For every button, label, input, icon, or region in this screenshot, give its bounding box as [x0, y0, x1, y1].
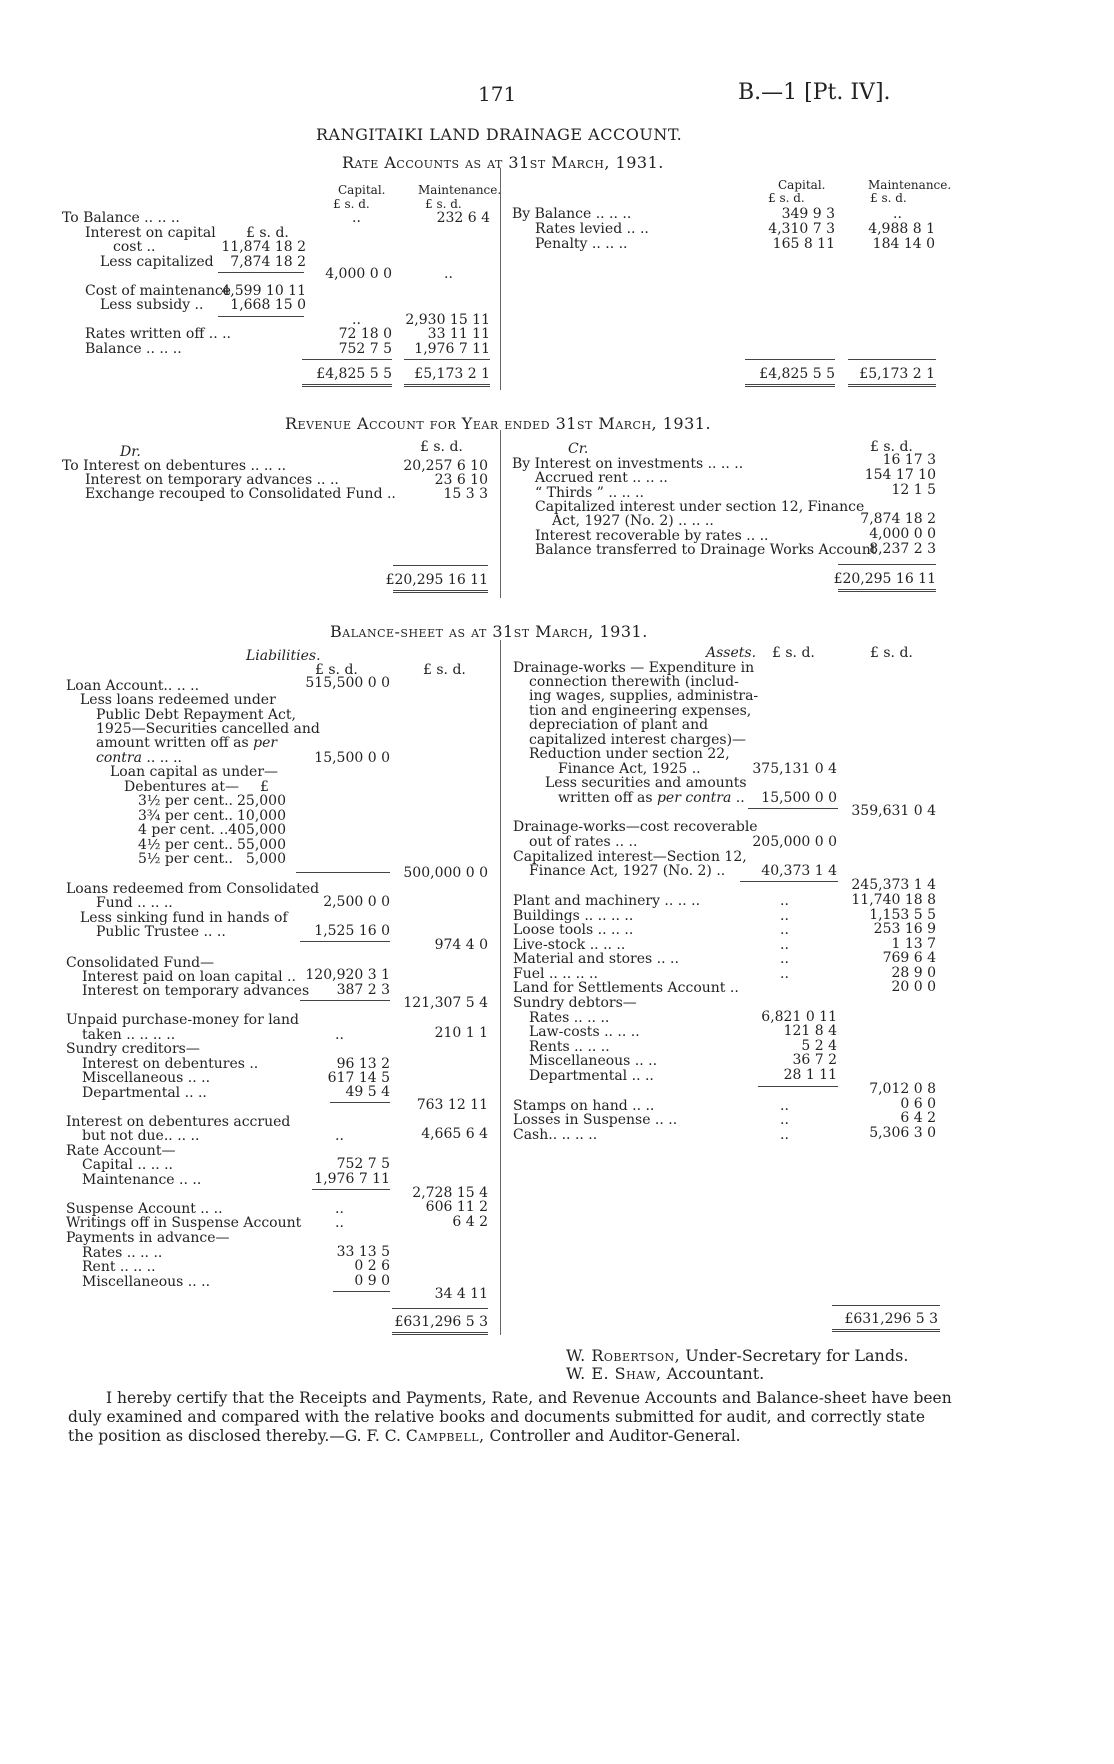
revenue-left-0: To Interest on debentures .. .. .. — [62, 458, 287, 474]
asset-sd-total: 7,012 0 8 — [869, 1081, 936, 1097]
rate-less-sub-amt: 1,668 15 0 — [230, 297, 306, 313]
liab-sc-total: 763 12 11 — [416, 1097, 488, 1113]
revenue-right-lsd: £ s. d. — [870, 439, 913, 455]
liab-adv-1-amt: 33 13 5 — [336, 1244, 390, 1260]
rate-written-m: 33 11 11 — [427, 326, 490, 342]
revenue-left-lsd: £ s. d. — [420, 439, 463, 455]
asset-sd: Sundry debtors— — [513, 995, 637, 1011]
liab-loan-total: 500,000 0 0 — [403, 865, 488, 881]
asset-ci-amt: 40,373 1 4 — [761, 863, 837, 879]
asset-item-2-dots: .. — [780, 922, 789, 938]
liab-less-4: amount written off as per — [96, 735, 278, 751]
deb-1: 3¾ per cent.. — [138, 808, 233, 824]
document-reference: B.—1 [Pt. IV]. — [738, 80, 891, 105]
asset-item-0: Plant and machinery .. .. .. — [513, 893, 701, 909]
asset-dw-10: written off as per contra .. — [558, 790, 745, 806]
asset-sd-3: Miscellaneous .. .. — [529, 1053, 658, 1069]
signature-1: W. Robertson, Under-Secretary for Lands. — [566, 1346, 909, 1365]
liab-adv-2: Rent .. .. .. — [82, 1259, 156, 1275]
asset-dw-amt: 375,131 0 4 — [752, 761, 837, 777]
rate-accounts-title: Rate Accounts as at 31st March, 1931. — [342, 153, 664, 172]
rate-cost: cost .. — [113, 239, 156, 255]
asset-item-4: Material and stores .. .. — [513, 951, 679, 967]
asset-sd-4: Departmental .. .. — [529, 1068, 654, 1084]
liab-rate: Rate Account— — [66, 1143, 176, 1159]
liab-loan-amt: 515,500 0 0 — [305, 675, 390, 691]
rate-less-cap: Less capitalized — [100, 254, 214, 270]
rate-less-sub: Less subsidy .. — [100, 297, 204, 313]
asset-item-1-amt: 1,153 5 5 — [869, 907, 936, 923]
liab-rate-2: Maintenance .. .. — [82, 1172, 202, 1188]
liab-woff: Writings off in Suspense Account — [66, 1215, 302, 1231]
rate-by-balance: By Balance .. .. .. — [512, 206, 632, 222]
asset-cash-amt: 5,306 3 0 — [869, 1125, 936, 1141]
asset-losses-dots: .. — [780, 1112, 789, 1128]
deb-0-amt: 25,000 — [237, 793, 286, 809]
revenue-left-2: Exchange recouped to Consolidated Fund .. — [85, 486, 396, 502]
liab-rate-2-amt: 1,976 7 11 — [314, 1171, 390, 1187]
deb-3-amt: 55,000 — [237, 837, 286, 853]
liabilities-heading: Liabilities. — [246, 648, 321, 664]
asset-dw-less: 15,500 0 0 — [761, 790, 837, 806]
revenue-right-1: Accrued rent .. .. .. — [535, 470, 668, 486]
asset-dr-amt: 205,000 0 0 — [752, 834, 837, 850]
liab-rate-1-amt: 752 7 5 — [336, 1156, 390, 1172]
asset-dw-8: Finance Act, 1925 .. — [558, 761, 701, 777]
rate-left-total-m: £5,173 2 1 — [414, 366, 490, 382]
revenue-right-1-amt: 154 17 10 — [864, 467, 936, 483]
liab-accr-amt: 4,665 6 4 — [421, 1126, 488, 1142]
asset-item-0-amt: 11,740 18 8 — [851, 892, 936, 908]
balance-sheet-title: Balance-sheet as at 31st March, 1931. — [330, 622, 648, 641]
assets-lsd-1: £ s. d. — [772, 645, 815, 661]
rate-right-lsd-m: £ s. d. — [870, 191, 907, 205]
liab-cf: Consolidated Fund— — [66, 955, 215, 971]
asset-item-5-amt: 28 9 0 — [891, 965, 936, 981]
deb-2: 4 per cent. .. — [138, 822, 229, 838]
liab-less-2: Public Debt Repayment Act, — [96, 707, 296, 723]
deb-1-amt: 10,000 — [237, 808, 286, 824]
rate-to-balance-c: .. — [352, 210, 361, 226]
deb-4-amt: 5,000 — [245, 851, 286, 867]
asset-dw-3: ing wages, supplies, administra- — [529, 688, 759, 704]
asset-sd-1: Law-costs .. .. .. — [529, 1024, 640, 1040]
asset-sd-0-amt: 6,821 0 11 — [761, 1009, 837, 1025]
liab-deb: Debentures at— — [124, 779, 240, 795]
rate-penalty-m: 184 14 0 — [872, 236, 935, 252]
asset-dr-2: out of rates .. .. — [529, 834, 638, 850]
rate-right-capital-header: Capital. — [778, 178, 826, 192]
liab-adv-3: Miscellaneous .. .. — [82, 1274, 211, 1290]
rate-written: Rates written off .. .. — [85, 326, 231, 342]
asset-item-6-amt: 20 0 0 — [891, 979, 936, 995]
asset-item-6: Land for Settlements Account .. — [513, 980, 739, 996]
deb-2-amt: 405,000 — [228, 822, 286, 838]
liab-redeemed-amt: 2,500 0 0 — [323, 894, 390, 910]
liab-sc-3: Departmental .. .. — [82, 1085, 207, 1101]
liab-less-3: 1925—Securities cancelled and — [96, 721, 320, 737]
asset-sd-4-amt: 28 1 11 — [783, 1067, 837, 1083]
balance-sheet-divider — [500, 640, 501, 1335]
rate-levied: Rates levied .. .. — [535, 221, 649, 237]
liab-woff-dots: .. — [335, 1215, 344, 1231]
revenue-right-5-amt: 4,000 0 0 — [869, 526, 936, 542]
liab-sc-1-amt: 96 13 2 — [336, 1056, 390, 1072]
asset-item-2: Loose tools .. .. .. — [513, 922, 634, 938]
revenue-divider — [500, 430, 501, 598]
deb-4: 5½ per cent.. — [138, 851, 233, 867]
liab-total: £631,296 5 3 — [394, 1314, 488, 1330]
asset-dw-2: connection therewith (includ- — [529, 674, 739, 690]
rate-right-total-m: £5,173 2 1 — [859, 366, 935, 382]
liab-accr-dots: .. — [335, 1128, 344, 1144]
revenue-right-0-amt: 16 17 3 — [882, 452, 936, 468]
rate-balance: Balance .. .. .. — [85, 341, 182, 357]
revenue-right-6-amt: 8,237 2 3 — [869, 541, 936, 557]
certificate-line-3: the position as disclosed thereby.—G. F. C. Campbell, Controller and Auditor-General. — [68, 1427, 741, 1445]
liab-susp-dots: .. — [335, 1201, 344, 1217]
asset-sd-0: Rates .. .. .. — [529, 1010, 610, 1026]
rate-less-cap-amt: 7,874 18 2 — [230, 254, 306, 270]
asset-ci-2: Finance Act, 1927 (No. 2) .. — [529, 863, 726, 879]
revenue-right-3: Capitalized interest under section 12, Finance — [535, 499, 865, 515]
rate-penalty-c: 165 8 11 — [772, 236, 835, 252]
asset-sd-2: Rents .. .. .. — [529, 1039, 610, 1055]
liab-cf-2-amt: 387 2 3 — [336, 982, 390, 998]
revenue-right-4: Act, 1927 (No. 2) .. .. .. — [552, 513, 714, 529]
asset-dw-4: tion and engineering expenses, — [529, 703, 752, 719]
asset-item-3: Live-stock .. .. .. — [513, 937, 626, 953]
liab-cf-1-amt: 120,920 3 1 — [305, 967, 390, 983]
rate-cost-amt: 11,874 18 2 — [221, 239, 306, 255]
asset-item-2-amt: 253 16 9 — [873, 921, 936, 937]
asset-dw-7: Reduction under section 22, — [529, 746, 730, 762]
asset-ci-total: 245,373 1 4 — [851, 877, 936, 893]
liab-sc-2-amt: 617 14 5 — [327, 1070, 390, 1086]
liab-adv: Payments in advance— — [66, 1230, 230, 1246]
asset-losses: Losses in Suspense .. .. — [513, 1112, 678, 1128]
liab-unpaid-amt: 210 1 1 — [434, 1025, 488, 1041]
liab-loan: Loan Account.. .. .. — [66, 678, 200, 694]
rate-to-balance-m: 232 6 4 — [436, 210, 490, 226]
rate-penalty: Penalty .. .. .. — [535, 236, 628, 252]
asset-cash: Cash.. .. .. .. — [513, 1127, 598, 1143]
liab-unpaid-dots: .. — [335, 1027, 344, 1043]
certificate-line-2: duly examined and compared with the relative books and documents submitted for audit, and correctly state — [68, 1408, 926, 1426]
rate-int-cap: Interest on capital — [85, 225, 216, 241]
asset-item-5-dots: .. — [780, 966, 789, 982]
liab-adv-total: 34 4 11 — [434, 1286, 488, 1302]
liab-rate-total: 2,728 15 4 — [412, 1185, 488, 1201]
liab-sink-2: Public Trustee .. .. — [96, 924, 226, 940]
asset-item-3-amt: 1 13 7 — [891, 936, 936, 952]
liab-lsd-1: £ s. d. — [315, 662, 358, 678]
assets-heading: Assets. — [706, 645, 757, 661]
asset-item-1: Buildings .. .. .. .. — [513, 908, 634, 924]
liab-cf-2: Interest on temporary advances — [82, 983, 310, 999]
asset-dw-net: 359,631 0 4 — [851, 803, 936, 819]
liab-cf-total: 121,307 5 4 — [403, 995, 488, 1011]
liab-sc-1: Interest on debentures .. — [82, 1056, 259, 1072]
liab-loancap: Loan capital as under— — [110, 764, 279, 780]
liab-woff-amt: 6 4 2 — [452, 1214, 488, 1230]
deb-0: 3½ per cent.. — [138, 793, 233, 809]
rate-int-net: 4,000 0 0 — [325, 266, 392, 282]
rate-left-total-c: £4,825 5 5 — [316, 366, 392, 382]
liab-less-1: Less loans redeemed under — [80, 692, 276, 708]
asset-cash-dots: .. — [780, 1127, 789, 1143]
rate-right-lsd-c: £ s. d. — [768, 191, 805, 205]
revenue-right-2-amt: 12 1 5 — [891, 482, 936, 498]
asset-item-0-dots: .. — [780, 893, 789, 909]
signature-2: W. E. Shaw, Accountant. — [566, 1364, 765, 1383]
liab-susp-amt: 606 11 2 — [425, 1199, 488, 1215]
asset-dw-5: depreciation of plant and — [529, 717, 709, 733]
asset-stamps: Stamps on hand .. .. — [513, 1098, 655, 1114]
rate-balance-c: 752 7 5 — [338, 341, 392, 357]
liab-susp: Suspense Account .. .. — [66, 1201, 223, 1217]
liab-sundry: Sundry creditors— — [66, 1041, 200, 1057]
rate-maint-net: 2,930 15 11 — [405, 312, 490, 328]
asset-sd-1-amt: 121 8 4 — [783, 1023, 837, 1039]
asset-losses-amt: 6 4 2 — [900, 1110, 936, 1126]
liab-less-5: contra .. .. .. — [96, 750, 183, 766]
rate-by-balance-c: 349 9 3 — [781, 206, 835, 222]
revenue-right-2: “ Thirds ” .. .. .. — [535, 485, 644, 501]
rate-to-balance: To Balance .. .. .. — [62, 210, 180, 226]
asset-dw-9: Less securities and amounts — [545, 775, 747, 791]
rate-written-c: 72 18 0 — [338, 326, 392, 342]
rate-int-net-m: .. — [444, 266, 453, 282]
rate-by-balance-m: .. — [893, 206, 902, 222]
revenue-right-6: Balance transferred to Drainage Works Account — [535, 542, 877, 558]
liab-adv-3-amt: 0 9 0 — [354, 1273, 390, 1289]
liab-sc-3-amt: 49 5 4 — [345, 1084, 390, 1100]
rate-right-total-c: £4,825 5 5 — [759, 366, 835, 382]
asset-item-4-dots: .. — [780, 951, 789, 967]
liab-unpaid-2: taken .. .. .. .. — [82, 1027, 176, 1043]
liab-redeemed-2: Fund .. .. .. — [96, 895, 173, 911]
asset-item-4-amt: 769 6 4 — [882, 950, 936, 966]
liab-less-amt: 15,500 0 0 — [314, 750, 390, 766]
rate-int-cap-lsd: £ s. d. — [246, 225, 289, 241]
revenue-left-1: Interest on temporary advances .. .. — [85, 472, 339, 488]
asset-item-3-dots: .. — [780, 937, 789, 953]
asset-sd-3-amt: 36 7 2 — [792, 1052, 837, 1068]
liab-sc-2: Miscellaneous .. .. — [82, 1070, 211, 1086]
rate-left-capital-header: Capital. — [338, 183, 386, 197]
revenue-title: Revenue Account for Year ended 31st March, 1931. — [285, 414, 712, 433]
revenue-left-total: £20,295 16 11 — [385, 572, 488, 588]
revenue-left-2-amt: 15 3 3 — [443, 486, 488, 502]
asset-dr-1: Drainage-works—cost recoverable — [513, 819, 758, 835]
revenue-left-1-amt: 23 6 10 — [434, 472, 488, 488]
rate-left-maint-header: Maintenance. — [418, 183, 502, 197]
rate-levied-c: 4,310 7 3 — [768, 221, 835, 237]
liab-lsd-2: £ s. d. — [423, 662, 466, 678]
asset-dw-6: capitalized interest charges)— — [529, 732, 747, 748]
liab-adv-1: Rates .. .. .. — [82, 1245, 163, 1261]
revenue-left-0-amt: 20,257 6 10 — [403, 458, 488, 474]
asset-item-5: Fuel .. .. .. .. — [513, 966, 598, 982]
liab-deb-pound: £ — [260, 779, 269, 795]
asset-stamps-amt: 0 6 0 — [900, 1096, 936, 1112]
liab-adv-2-amt: 0 2 6 — [354, 1258, 390, 1274]
rate-left-lsd-c: £ s. d. — [333, 197, 370, 211]
page-number: 171 — [478, 82, 517, 106]
revenue-right-total: £20,295 16 11 — [833, 571, 936, 587]
liab-redeemed-net: 974 4 0 — [434, 937, 488, 953]
asset-ci-1: Capitalized interest—Section 12, — [513, 849, 747, 865]
page-title: RANGITAIKI LAND DRAINAGE ACCOUNT. — [316, 125, 683, 144]
asset-total: £631,296 5 3 — [844, 1311, 938, 1327]
rate-balance-m: 1,976 7 11 — [414, 341, 490, 357]
asset-stamps-dots: .. — [780, 1098, 789, 1114]
liab-cf-1: Interest paid on loan capital .. — [82, 969, 296, 985]
liab-sink-1: Less sinking fund in hands of — [80, 910, 288, 926]
liab-redeemed-1: Loans redeemed from Consolidated — [66, 881, 320, 897]
revenue-cr: Cr. — [568, 441, 589, 457]
deb-3: 4½ per cent.. — [138, 837, 233, 853]
certificate-line-1: I hereby certify that the Receipts and Payments, Rate, and Revenue Accounts and Balance-sheet have been — [106, 1389, 952, 1407]
rate-divider — [500, 168, 501, 390]
revenue-right-4-amt: 7,874 18 2 — [860, 511, 936, 527]
revenue-dr: Dr. — [120, 444, 141, 460]
liab-unpaid-1: Unpaid purchase-money for land — [66, 1012, 300, 1028]
rate-cost-maint-amt: 4,599 10 11 — [221, 283, 306, 299]
liab-rate-1: Capital .. .. .. — [82, 1157, 173, 1173]
assets-lsd-2: £ s. d. — [870, 645, 913, 661]
asset-item-1-dots: .. — [780, 908, 789, 924]
revenue-right-5: Interest recoverable by rates .. .. — [535, 528, 769, 544]
liab-sink-amt: 1,525 16 0 — [314, 923, 390, 939]
rate-left-lsd-m: £ s. d. — [425, 197, 462, 211]
asset-sd-2-amt: 5 2 4 — [801, 1038, 837, 1054]
liab-accr-2: but not due.. .. .. — [82, 1128, 200, 1144]
asset-dw-1: Drainage-works — Expenditure in — [513, 660, 755, 676]
rate-maint-net-c: .. — [352, 312, 361, 328]
rate-levied-m: 4,988 8 1 — [868, 221, 935, 237]
liab-accr-1: Interest on debentures accrued — [66, 1114, 291, 1130]
rate-right-maint-header: Maintenance. — [868, 178, 952, 192]
rate-cost-maint: Cost of maintenance — [85, 283, 231, 299]
revenue-right-0: By Interest on investments .. .. .. — [512, 456, 744, 472]
